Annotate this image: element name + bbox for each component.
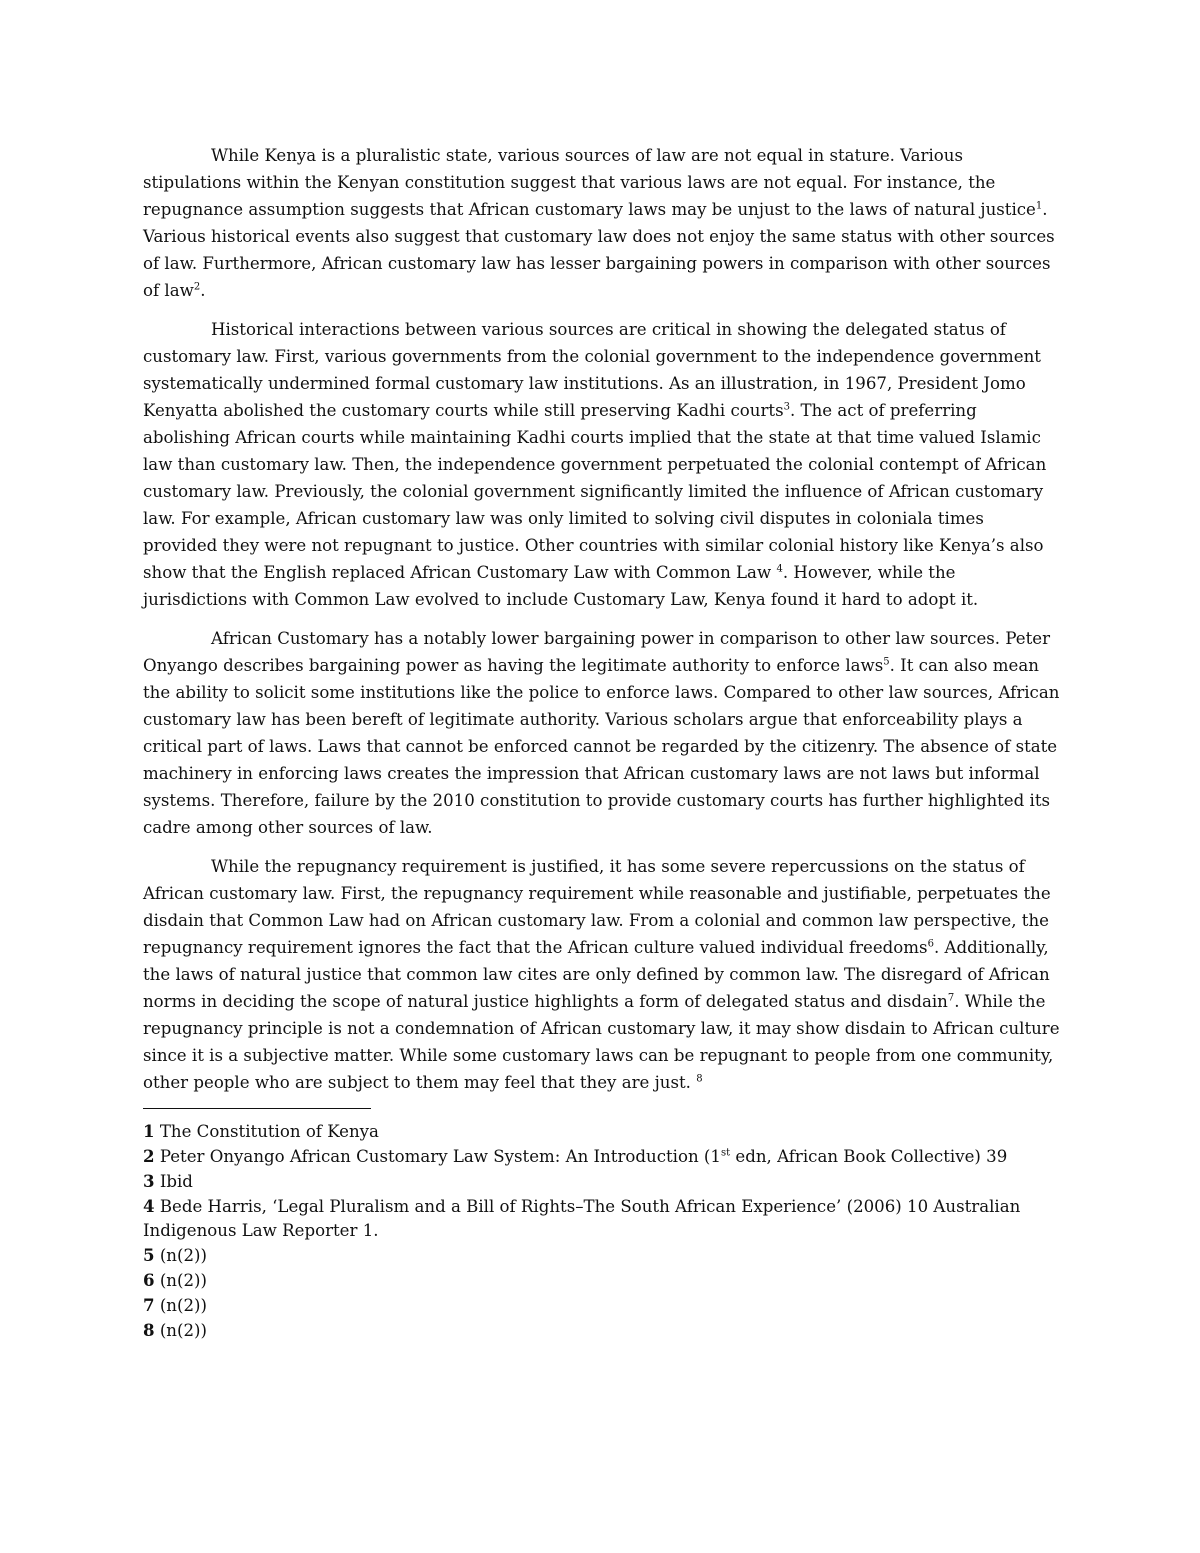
footnote-1: 1 The Constitution of Kenya	[143, 1121, 379, 1141]
footnote-separator	[143, 1108, 371, 1109]
paragraph-4: While the repugnancy requirement is justified, it has some severe repercussions on the status of African customary law. First, the repugnancy requirement while reasonable and justifiable, perpetuates the disdain that Common Law had on African customary law. From a colonial and common law perspective, the repugnancy requirement ignores the fact that the African culture valued individual freedoms$^6$. Additionally, the laws of natural justice that common law cites are only defined by common law. The disregard of African norms in deciding the scope of natural justice highlights a form of delegated status and disdain$^7$. While the repugnancy principle is not a condemnation of African customary law, it may show disdain to African culture since it is a subjective matter. While some customary laws can be repugnant to people from one community, other people who are subject to them may feel that they are just. $^8$	[143, 857, 1060, 1092]
footnote-ref-4: 4	[776, 563, 783, 575]
footnote-ref-3: 3	[783, 401, 790, 413]
footnote-ref-1: 1	[1035, 200, 1043, 212]
footnote-7: 7 (n(2))	[143, 1295, 207, 1315]
footnote-4: 4 Bede Harris, ‘Legal Pluralism and a Bill of Rights–The South African Experience’ (2006) 10 Australian Indigenous Law Reporter 1.	[143, 1196, 1021, 1240]
footnote-3: 3 Ibid	[143, 1171, 193, 1191]
footnote-ref-2: 2	[193, 281, 201, 293]
footnotes	[143, 1119, 1061, 1343]
footnote-2: 2 Peter Onyango African Customary Law System: An Introduction (1st edn, African Book Collective) 39	[143, 1146, 1008, 1166]
footnote-5: 5 (n(2))	[143, 1245, 207, 1265]
document-body	[143, 142, 1061, 1343]
footnote-ref-5: 5	[883, 656, 890, 668]
footnote-8: 8 (n(2))	[143, 1320, 207, 1340]
footnote-ref-7: 7	[947, 992, 955, 1004]
paragraph-2: Historical interactions between various sources are critical in showing the delegated status of customary law. First, various governments from the colonial government to the independence government systematically undermined formal customary law institutions. As an illustration, in 1967, President Jomo Kenyatta abolished the customary courts while still preserving Kadhi courts$^3$. The act of preferring abolishing African courts while maintaining Kadhi courts implied that the state at that time valued Islamic law than customary law. Then, the independence government perpetuated the colonial contempt of African customary law. Previously, the colonial government significantly limited the influence of African customary law. For example, African customary law was only limited to solving civil disputes in coloniala times provided they were not repugnant to justice. Other countries with similar colonial history like Kenya’s also show that the English replaced African Customary Law with Common Law $^4$. However, while the jurisdictions with Common Law evolved to include Customary Law, Kenya found it hard to adopt it.	[143, 320, 1047, 609]
paragraph-1: While Kenya is a pluralistic state, various sources of law are not equal in stature. Various stipulations within the Kenyan constitution suggest that various laws are not equal. For instance, the repugnance assumption suggests that African customary laws may be unjust to the laws of natural justice$^1$. Various historical events also suggest that customary law does not enjoy the same status with other sources of law. Furthermore, African customary law has lesser bargaining powers in comparison with other sources of law$^2$.	[143, 146, 1055, 300]
footnote-ref-6: 6	[927, 938, 934, 950]
footnote-6: 6 (n(2))	[143, 1270, 207, 1290]
paragraph-3: African Customary has a notably lower bargaining power in comparison to other law sources. Peter Onyango describes bargaining power as having the legitimate authority to enforce laws$^5$. It can also mean the ability to solicit some institutions like the police to enforce laws. Compared to other law sources, African customary law has been bereft of legitimate authority. Various scholars argue that enforceability plays a critical part of laws. Laws that cannot be enforced cannot be regarded by the citizenry. The absence of state machinery in enforcing laws creates the impression that African customary laws are not laws but informal systems. Therefore, failure by the 2010 constitution to provide customary courts has further highlighted its cadre among other sources of law.	[143, 629, 1060, 837]
footnote-ref-8: 8	[696, 1073, 703, 1085]
